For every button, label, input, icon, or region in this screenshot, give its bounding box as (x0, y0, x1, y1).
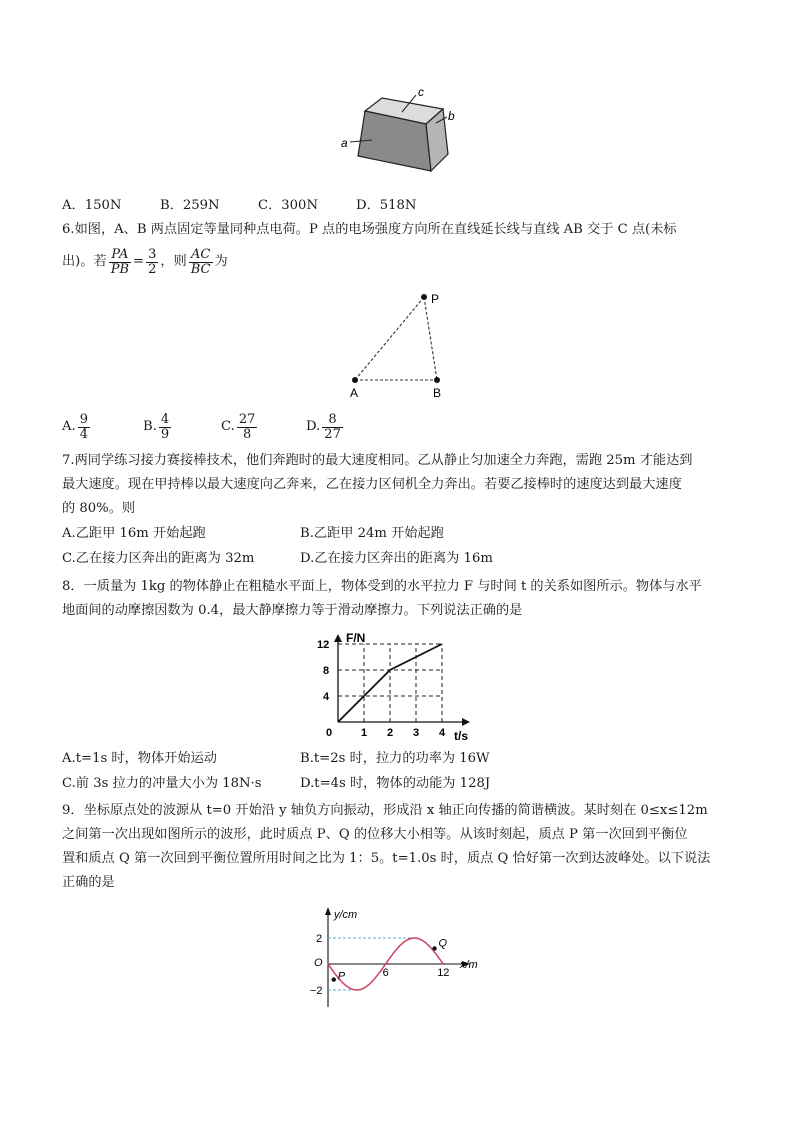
label-p: P (431, 292, 440, 306)
y-tick-label-8: 8 (323, 665, 330, 677)
y-tick-label-4: 4 (323, 691, 330, 703)
point-q (432, 946, 436, 950)
point-p (332, 977, 336, 981)
q9-stem-line4: 正确的是 (62, 875, 115, 890)
q6-frac-pa-pb: $\frac{PA}{PB}$ (110, 246, 130, 277)
label-p: P (337, 970, 346, 983)
x-tick-label-0: 0 (326, 727, 333, 739)
y-tick-label-neg: −2 (310, 985, 323, 997)
q6-mid: ，则 (160, 254, 187, 269)
x-tick-label-2: 2 (387, 727, 394, 739)
q8-option-d: D.t=4s 时，物体的动能为 128J (300, 776, 491, 791)
y-axis-label: F/N (346, 631, 366, 645)
q7-option-a: A.乙距甲 16m 开始起跑 (62, 526, 206, 541)
label-c: c (418, 86, 424, 99)
q7-option-d: D.乙在接力区奔出的距离为 16m (300, 551, 493, 566)
q6-option-c: C. $\frac{27}{8}$ (221, 411, 256, 442)
q8-option-a: A.t=1s 时，物体开始运动 (62, 751, 217, 766)
q8-option-b: B.t=2s 时，拉力的功率为 16W (300, 751, 490, 766)
point-p (421, 294, 427, 300)
q8-force-time-chart (308, 630, 478, 742)
label-a: a (341, 136, 348, 150)
q6-frac-ac-bc: $\frac{AC}{BC}$ (190, 246, 211, 277)
q6-frac-ratio: $\frac{3}{2}$ (148, 246, 157, 277)
point-b (434, 377, 440, 383)
q7-option-b: B.乙距甲 24m 开始起跑 (300, 526, 444, 541)
q9-stem-line3: 置和质点 Q 第一次回到平衡位置所用时间之比为 1：5。t=1.0s 时，质点 Q 恰好第一次到达波峰处。以下说法 (62, 851, 711, 866)
q9-stem-line2: 之间第一次出现如图所示的波形，此时质点 P、Q 的位移大小相等。从该时刻起，质点 P 第一次回到平衡位 (62, 827, 688, 842)
label-b-point: B (433, 386, 442, 400)
q7-stem-line3: 的 80%。则 (62, 501, 136, 516)
x-tick-label-6: 6 (382, 967, 389, 979)
x-tick-label-1: 1 (361, 727, 368, 739)
q5-option-d: D．518N (356, 198, 417, 213)
label-q: Q (438, 937, 448, 950)
q8-stem-line1: 8．一质量为 1kg 的物体静止在粗糙水平面上，物体受到的水平拉力 F 与时间 t 的关系如图所示。物体与水平 (62, 579, 702, 594)
x-tick-label-3: 3 (413, 727, 420, 739)
q6-prefix: 出)。若 (62, 254, 107, 269)
y-tick-label-12: 12 (317, 639, 330, 651)
q7-stem-line2: 最大速度。现在甲持棒以最大速度向乙奔来，乙在接力区伺机全力奔出。若要乙接棒时的速度达到最大速度 (62, 477, 682, 492)
x-tick-label-12: 12 (437, 967, 450, 979)
q6-option-b: B. $\frac{4}{9}$ (143, 411, 170, 442)
q6-option-d: D. $\frac{8}{27}$ (306, 411, 341, 442)
y-axis-label: y/cm (334, 909, 358, 921)
x-tick-label-4: 4 (439, 727, 446, 739)
q7-stem-line1: 7.两同学练习接力赛接棒技术，他们奔跑时的最大速度相同。乙从静止匀加速全力奔跑，需跑 25m 才能达到 (62, 453, 693, 468)
point-a (352, 377, 358, 383)
q5-option-b: B．259N (160, 198, 220, 213)
q8-option-c: C.前 3s 拉力的冲量大小为 18N·s (62, 776, 262, 791)
q5-option-c: C．300N (258, 198, 318, 213)
q6-stem-line2 (62, 244, 228, 280)
q9-wave-chart (300, 902, 490, 1012)
q6-option-a: A. $\frac{9}{4}$ (62, 411, 88, 442)
q7-option-c: C.乙在接力区奔出的距离为 32m (62, 551, 255, 566)
y-axis-arrow (334, 634, 342, 642)
q5-option-a: A．150N (62, 198, 122, 213)
q6-equals: = (133, 254, 145, 269)
label-a-point: A (350, 386, 359, 400)
label-b: b (448, 109, 455, 123)
q6-triangle-figure (344, 288, 454, 400)
x-axis-label: x/m (460, 959, 478, 971)
x-axis-arrow (462, 718, 470, 726)
q8-stem-line2: 地面间的动摩擦因数为 0.4，最大静摩擦力等于滑动摩擦力。下列说法正确的是 (62, 603, 523, 618)
chart-grid (338, 644, 442, 722)
origin-label: O (314, 957, 323, 969)
y-axis-arrow (325, 907, 331, 915)
q9-stem-line1: 9．坐标原点处的波源从 t=0 开始沿 y 轴负方向振动，形成沿 x 轴正向传播的简谐横波。某时刻在 0≤x≤12m (62, 803, 708, 818)
q5-block-figure (330, 86, 460, 181)
y-tick-label-pos: 2 (316, 933, 323, 945)
x-axis-label: t/s (454, 729, 469, 742)
q6-stem-line1: 6.如图，A、B 两点固定等量同种点电荷。P 点的电场强度方向所在直线延长线与直线 AB 交于 C 点(未标 (62, 222, 677, 237)
q6-suffix: 为 (214, 254, 228, 269)
